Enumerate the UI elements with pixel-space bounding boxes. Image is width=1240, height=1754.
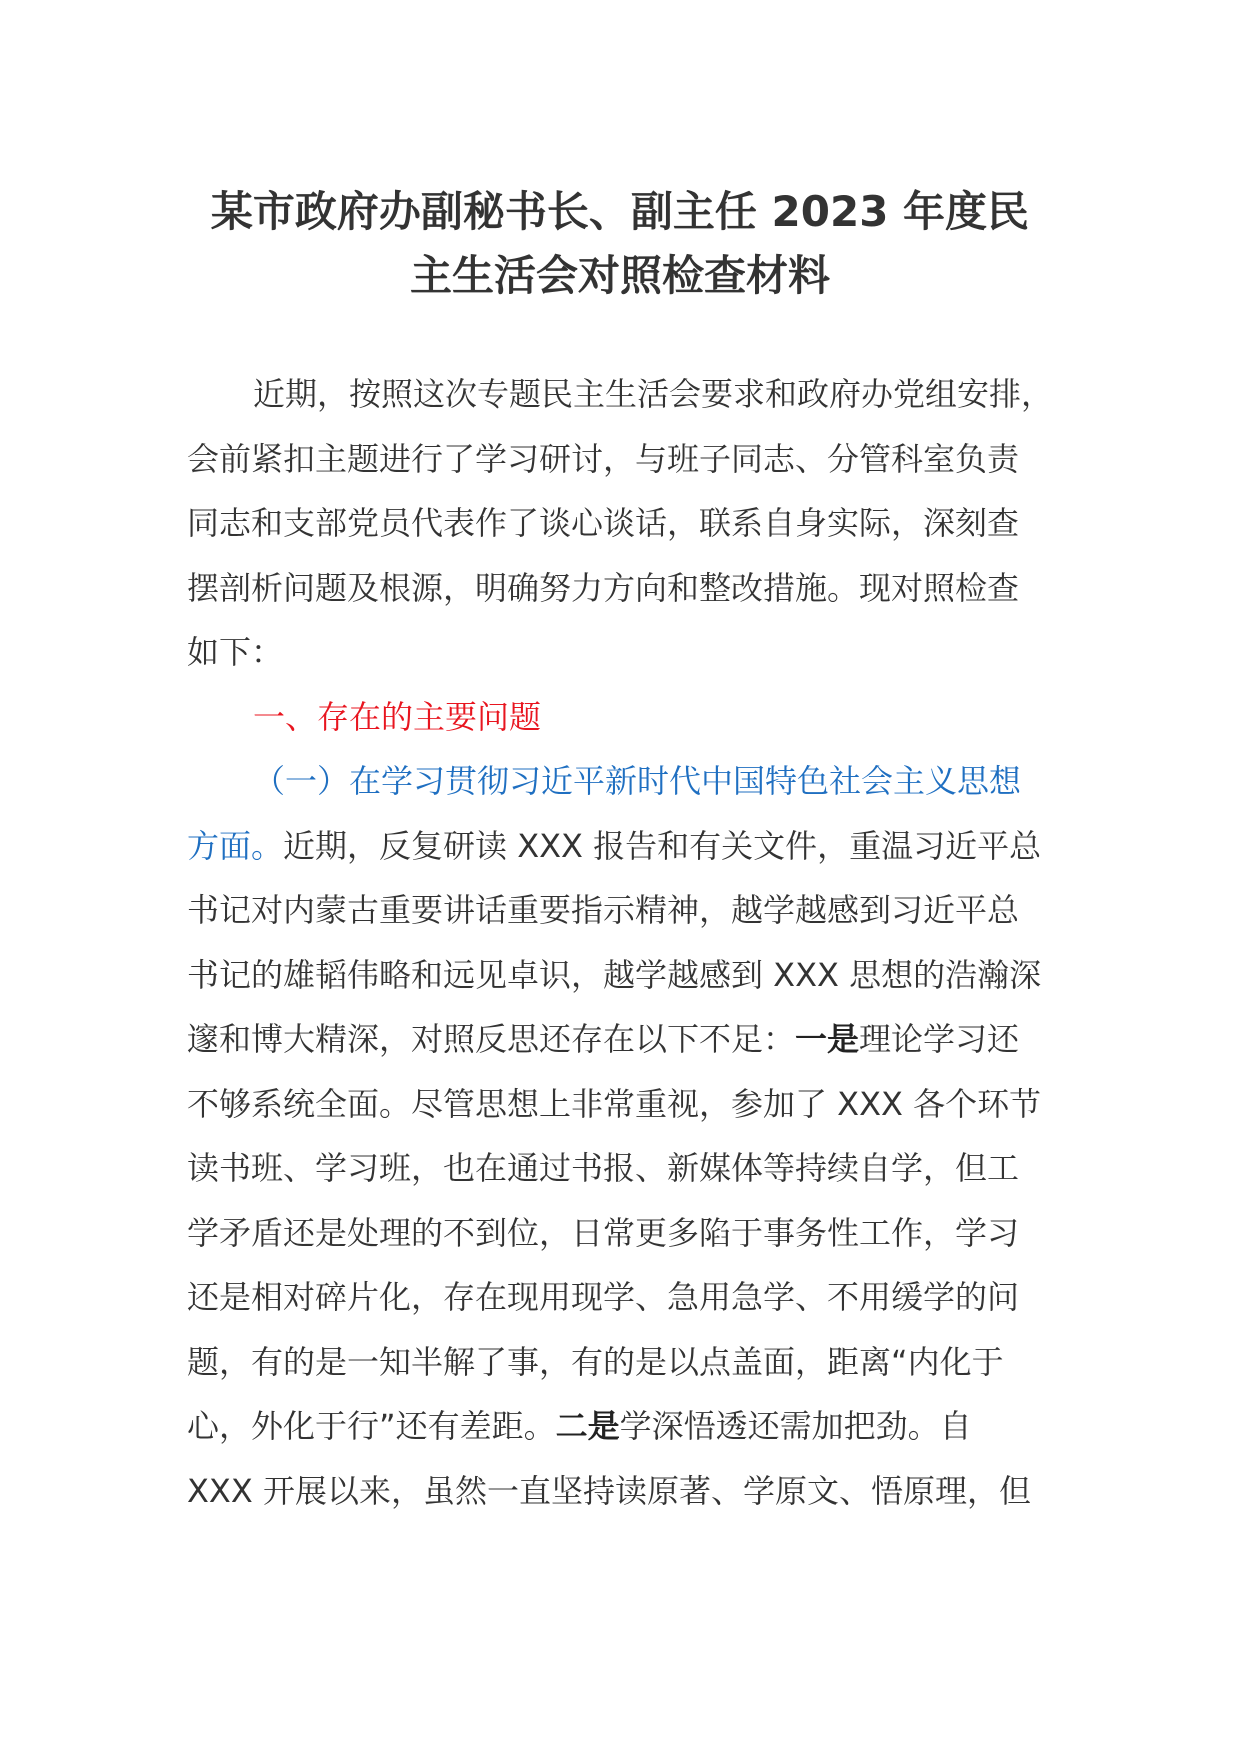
intro-line: 摆剖析问题及根源，明确努力方向和整改措施。现对照检查 bbox=[187, 568, 1020, 607]
body-text: 邃和博大精深，对照反思还存在以下不足： bbox=[187, 1020, 796, 1058]
emphasis-second: 二是 bbox=[555, 1407, 620, 1445]
document-title bbox=[170, 180, 1070, 308]
body-line: 书记的雄韬伟略和远见卓识，越学越感到 XXX 思想的浩瀚深 bbox=[187, 955, 1042, 994]
body-text: 近期，反复研读 XXX 报告和有关文件，重温习近平总 bbox=[283, 826, 1042, 865]
sub-heading-end: 方面。 bbox=[187, 826, 284, 865]
body-text: 理论学习还 bbox=[859, 1020, 1020, 1058]
title-line-2: 主生活会对照检查材料 bbox=[409, 251, 830, 300]
body-line: 读书班、学习班，也在通过书报、新媒体等持续自学，但工 bbox=[187, 1149, 1020, 1187]
intro-line: 如下： bbox=[187, 633, 284, 671]
body-line: 学矛盾还是处理的不到位，日常更多陷于事务性工作，学习 bbox=[187, 1213, 1020, 1252]
body-line: 题，有的是一知半解了事，有的是以点盖面，距离“内化于 bbox=[187, 1342, 1004, 1381]
intro-line: 同志和支部党员代表作了谈心谈话，联系自身实际，深刻查 bbox=[187, 504, 1020, 542]
body-line: 不够系统全面。尽管思想上非常重视，参加了 XXX 各个环节 bbox=[187, 1084, 1042, 1123]
body-line bbox=[187, 1007, 1067, 1072]
body-line bbox=[187, 1394, 1067, 1459]
intro-line: 近期，按照这次专题民主生活会要求和政府办党组安排， bbox=[253, 375, 1054, 413]
sub-heading: （一）在学习贯彻习近平新时代中国特色社会主义思想 bbox=[253, 762, 1022, 800]
section-heading: 一、存在的主要问题 bbox=[253, 697, 542, 736]
body-line: 书记对内蒙古重要讲话重要指示精神，越学越感到习近平总 bbox=[187, 891, 1020, 929]
title-line-1: 某市政府办副秘书长、副主任 2023 年度民 bbox=[210, 187, 1030, 236]
emphasis-first: 一是 bbox=[795, 1020, 860, 1058]
intro-line: 会前紧扣主题进行了学习研讨，与班子同志、分管科室负责 bbox=[187, 439, 1020, 478]
document-body bbox=[187, 362, 1067, 1523]
body-line: XXX 开展以来，虽然一直坚持读原著、学原文、悟原理，但 bbox=[187, 1471, 1031, 1510]
body-text: 心，外化于行”还有差距。 bbox=[187, 1407, 556, 1445]
body-text: 学深悟透还需加把劲。自 bbox=[619, 1407, 972, 1445]
body-line: 还是相对碎片化，存在现用现学、急用急学、不用缓学的问 bbox=[187, 1278, 1020, 1316]
body-line bbox=[187, 814, 1067, 879]
